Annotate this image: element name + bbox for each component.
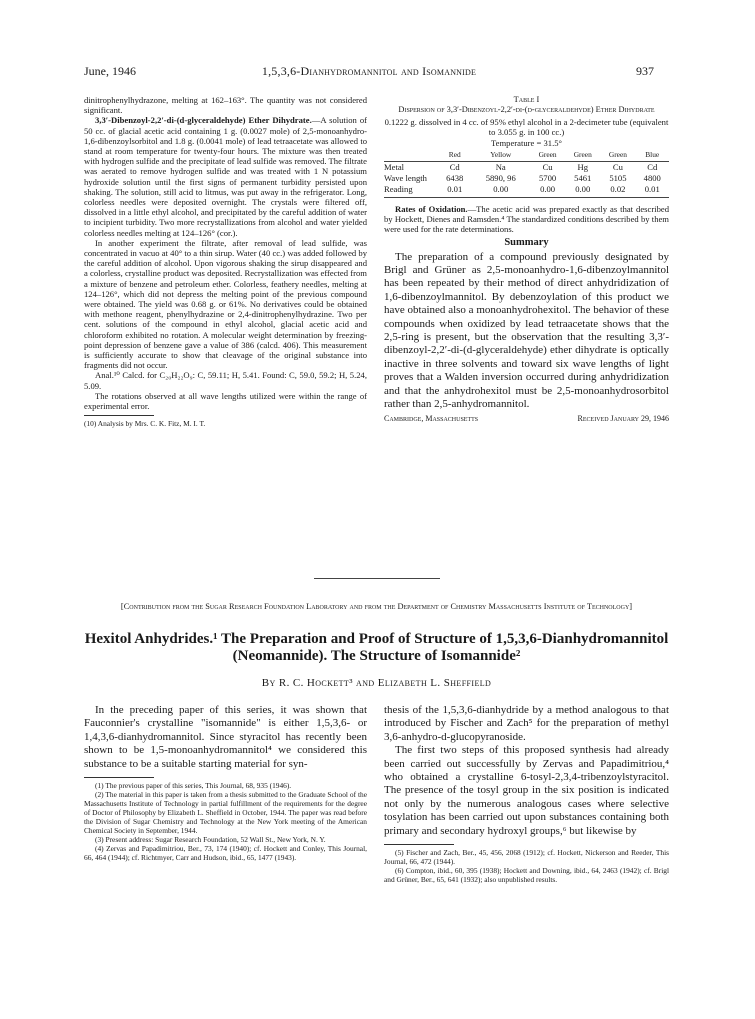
table-row-label: Metal <box>384 162 405 173</box>
table-row-label: Reading <box>384 184 413 195</box>
article-divider <box>314 578 440 579</box>
paragraph-analysis: Anal.¹⁰ Calcd. for C₂₀H₂₂O₉: C, 59.11; H, 5.41. Found: C, 59.0, 59.2; H, 5.24, 5.09. <box>84 370 367 391</box>
table-title: Dispersion of 3,3′-Dibenzoyl-2,2′-di-(d-glyceraldehyde) Ether Dihydrate <box>398 105 655 115</box>
footnote-10: (10) Analysis by Mrs. C. K. Fitz, M. I. T. <box>84 419 206 429</box>
footnote-3: (3) Present address: Sugar Research Foundation, 52 Wall St., New York, N. Y. <box>95 835 326 845</box>
dateline <box>384 414 669 426</box>
table-cell: Na <box>495 162 506 173</box>
article-paragraph-synthesis: thesis of the 1,5,3,6-dianhydride by a method analogous to that introduced by Fischer and Zach⁵ for the preparation of methyl 3,6-anhydro-d-glucopyranoside. <box>384 704 669 743</box>
footnote-1: (1) The previous paper of this series, This Journal, 68, 935 (1946). <box>95 781 292 791</box>
footnote-separator <box>84 777 154 778</box>
contribution-line: [Contribution from the Sugar Research Foundation Laboratory and from the Department of Chemistry Massachusetts Institute of Technology] <box>120 602 633 611</box>
table-row-wavelength <box>384 173 669 184</box>
table-row-colors <box>384 150 669 162</box>
table-cell: 0.02 <box>610 184 626 195</box>
article-title: Hexitol Anhydrides.¹ The Preparation and Proof of Structure of 1,5,3,6-Dianhydromannitol (Neomannide). The Structure of Isomannide² <box>84 631 669 664</box>
section-heading-rates: Rates of Oxidation. <box>395 203 468 214</box>
table-description: 0.1222 g. dissolved in 4 cc. of 95% ethyl alcohol in a 2-decimeter tube (equivalent to 3.055 g. in 100 cc.) <box>384 117 669 138</box>
section-heading-dibenzoyl: 3,3′-Dibenzoyl-2,2′-di-(d-glyceraldehyde) Ether Dihydrate. <box>95 115 312 126</box>
paragraph-rates-body: —The acetic acid was prepared exactly as that described by Hockett, Dienes and Ramsden.⁴ The standardized conditions described by them were used for the rate determinations. <box>384 203 669 235</box>
table-cell: 5700 <box>539 173 557 184</box>
table-caption: Table I <box>513 95 540 104</box>
paragraph-second-experiment: In another experiment the filtrate, after removal of lead sulfide, was concentrated in vacuo at 40° to a thin sirup. Water (40 cc.) was added followed by the careful addition of alcohol. Upon vigorous shaking the sirup disappeared and a colorless, crystalline product was deposited. Recrystallization was effected from a mixture of benzene and petroleum ether. Colorless, feathery needles, melting at 124–126°, which did not depress the melting point of the previous compound were obtained. The yield was 0.68 g. or 61%. No derivatives could be obtained with methone reagent, phenylhydrazine or 2,4-dinitrophenylhydrazine. Two per cent. solutions of the compound in ethyl alcohol, glacial acetic acid and chloroform exhibited no rotation. A molecular weight determination by freezing-point depression of benzene gave a value of 386 (calcd. 406). This measurement is sufficiently accurate to show that cleavage of the original substance into fragments did not occur. <box>84 237 367 371</box>
table-cell: 4800 <box>643 173 661 184</box>
paragraph-hydrazone: dinitrophenylhydrazone, melting at 162–163°. The quantity was not considered significant. <box>84 95 367 116</box>
table-cell: 6438 <box>446 173 464 184</box>
paragraph-dibenzoyl-ether <box>84 115 367 237</box>
table-row-metal <box>384 161 669 173</box>
article-authors: By R. C. Hockett³ and Elizabeth L. Sheffield <box>261 677 492 689</box>
table-cell: Yellow <box>490 150 512 160</box>
footnote-4: (4) Zervas and Papadimitriou, Ber., 73, 174 (1940); cf. Hockett and Conley, This Journal, 66, 464 (1944); cf. Richtmyer, Carr and Hudson, ibid., 65, 1477 (1943). <box>84 844 367 863</box>
table-cell: 5461 <box>574 173 592 184</box>
table-cell: Cu <box>612 162 623 173</box>
table-cell: 5105 <box>609 173 627 184</box>
footnote-6: (6) Compton, ibid., 60, 395 (1938); Hockett and Downing, ibid., 64, 2463 (1942); cf. Brigl and Grüner, Ber., 65, 641 (1932); also unpublished results. <box>384 866 669 885</box>
table-cell: 0.00 <box>493 184 509 195</box>
table-cell: Red <box>448 150 461 160</box>
article-intro-paragraph: In the preceding paper of this series, it was shown that Fauconnier's crystalline "isomannide" is either 1,5,3,6- or 1,4,3,6-dianhydromannitol. Since styracitol has recently been shown to be 1,5-monoanhydromannitol⁴ we considered this substance to be a suitable starting material for syn- <box>84 704 367 770</box>
table-cell: Green <box>608 150 627 160</box>
header-page-number: 937 <box>636 64 654 78</box>
paragraph-rates-of-oxidation <box>384 204 669 235</box>
table-cell: 5890, 96 <box>485 173 516 184</box>
footnote-5: (5) Fischer and Zach, Ber., 45, 456, 2068 (1912); cf. Hockett, Nickerson and Reeder, This Journal, 66, 472 (1944). <box>384 848 669 867</box>
running-header <box>84 64 654 80</box>
summary-text: The preparation of a compound previously designated by Brigl and Grüner as 2,5-monoanhydro-1,6-dibenzoylmannitol has been repeated by their method of direct anhydridization of 1,6-dibenzoylmannitol. By debenzoylation of this product we have obtained also a monoanhydrohexitol. The behavior of these compounds when oxidized by lead tetraacetate shows that the 2,5-ring is present, but the observation that the resulting 3,3′-dibenzoyl-2,2′-di-(d-glyceraldehyde) ether dihydrate is optically inactive in three solvents and toward six wave lengths of light proves that a Walden inversion occurred during anhydridization and that the anhydrohexitol must be 2,5-monoanhydrosorbitol rather than 2,5-anhydromannitol. <box>384 250 669 411</box>
table-cell: Hg <box>577 162 588 173</box>
article-paragraph-first-steps: The first two steps of this proposed synthesis had already been carried out successfully by Zervas and Papadimitriou,⁴ who obtained a crystalline 6-tosyl-2,3,4-tribenzoylstyracitol. The presence of the tosyl group in the six position is indicated not only by the numerous analogous cases where selective tosylation has been carried out upon substances containing both primary and secondary hydroxyl groups,⁶ but likewise by <box>384 744 669 837</box>
table-bottom-rule <box>384 197 669 198</box>
lower-left-column <box>84 704 367 862</box>
dateline-received: Received January 29, 1946 <box>577 413 669 423</box>
upper-right-column <box>384 95 669 426</box>
table-cell: Green <box>573 150 592 160</box>
footnote-2: (2) The material in this paper is taken from a thesis submitted to the Graduate School of the Massachusetts Institute of Technology in partial fulfillment of the requirements for the degree of Doctor of Philosophy by Elizabeth L. Sheffield in October, 1944. The paper was read before the Division of Sugar Chemistry and Technology at the New York meeting of the American Chemical Society in September, 1944. <box>84 790 367 836</box>
table-row-reading <box>384 184 669 195</box>
paragraph-dibenzoyl-body: —A solution of 50 cc. of glacial acetic acid containing 1 g. (0.0027 mole) of 2,5-monoanhydro-1,6-dibenzoylsorbitol and 1.8 g. (0.0041 mole) of lead tetraacetate was allowed to stand at room temperature for twenty-four hours. The mixture was then treated with hydrogen sulfide and the precipitate of lead sulfide was removed. The filtrate was aerated to remove hydrogen sulfide and was treated with 1 N potassium hydroxide solution until the first signs of permanent turbidity persisted upon shaking. The solution, still acid to litmus, was put away in the refrigerator. Long, colorless needles were deposited overnight. The crystals were filtered off, dissolved in a little ethyl alcohol, and precipitated by the careful addition of water to incipient turbidity. Two more recrystallizations from alcohol and water yielded colorless needles melting at 124–126° (cor.). <box>84 115 367 238</box>
footnote-separator <box>384 844 454 845</box>
table-row-label: Wave length <box>384 173 427 184</box>
table-cell: Cd <box>449 162 460 173</box>
header-date: June, 1946 <box>84 64 136 78</box>
dateline-place: Cambridge, Massachusetts <box>384 413 479 423</box>
table-cell: 0.01 <box>447 184 463 195</box>
table-cell: Cd <box>647 162 658 173</box>
table-cell: 0.01 <box>644 184 660 195</box>
upper-left-column <box>84 95 367 428</box>
header-running-title: 1,5,3,6-Dianhydromannitol and Isomannide <box>261 64 477 78</box>
lower-right-column <box>384 704 669 884</box>
summary-heading: Summary <box>504 237 549 249</box>
table-cell: Green <box>538 150 557 160</box>
table-cell: 0.00 <box>540 184 556 195</box>
footnote-separator <box>84 415 154 416</box>
dispersion-table <box>384 150 669 195</box>
paragraph-rotations: The rotations observed at all wave lengths utilized were within the range of experimental error. <box>84 390 367 412</box>
table-cell: Cu <box>542 162 553 173</box>
table-cell: 0.00 <box>575 184 591 195</box>
table-temperature: Temperature = 31.5° <box>491 137 562 148</box>
table-cell: Blue <box>645 150 660 160</box>
